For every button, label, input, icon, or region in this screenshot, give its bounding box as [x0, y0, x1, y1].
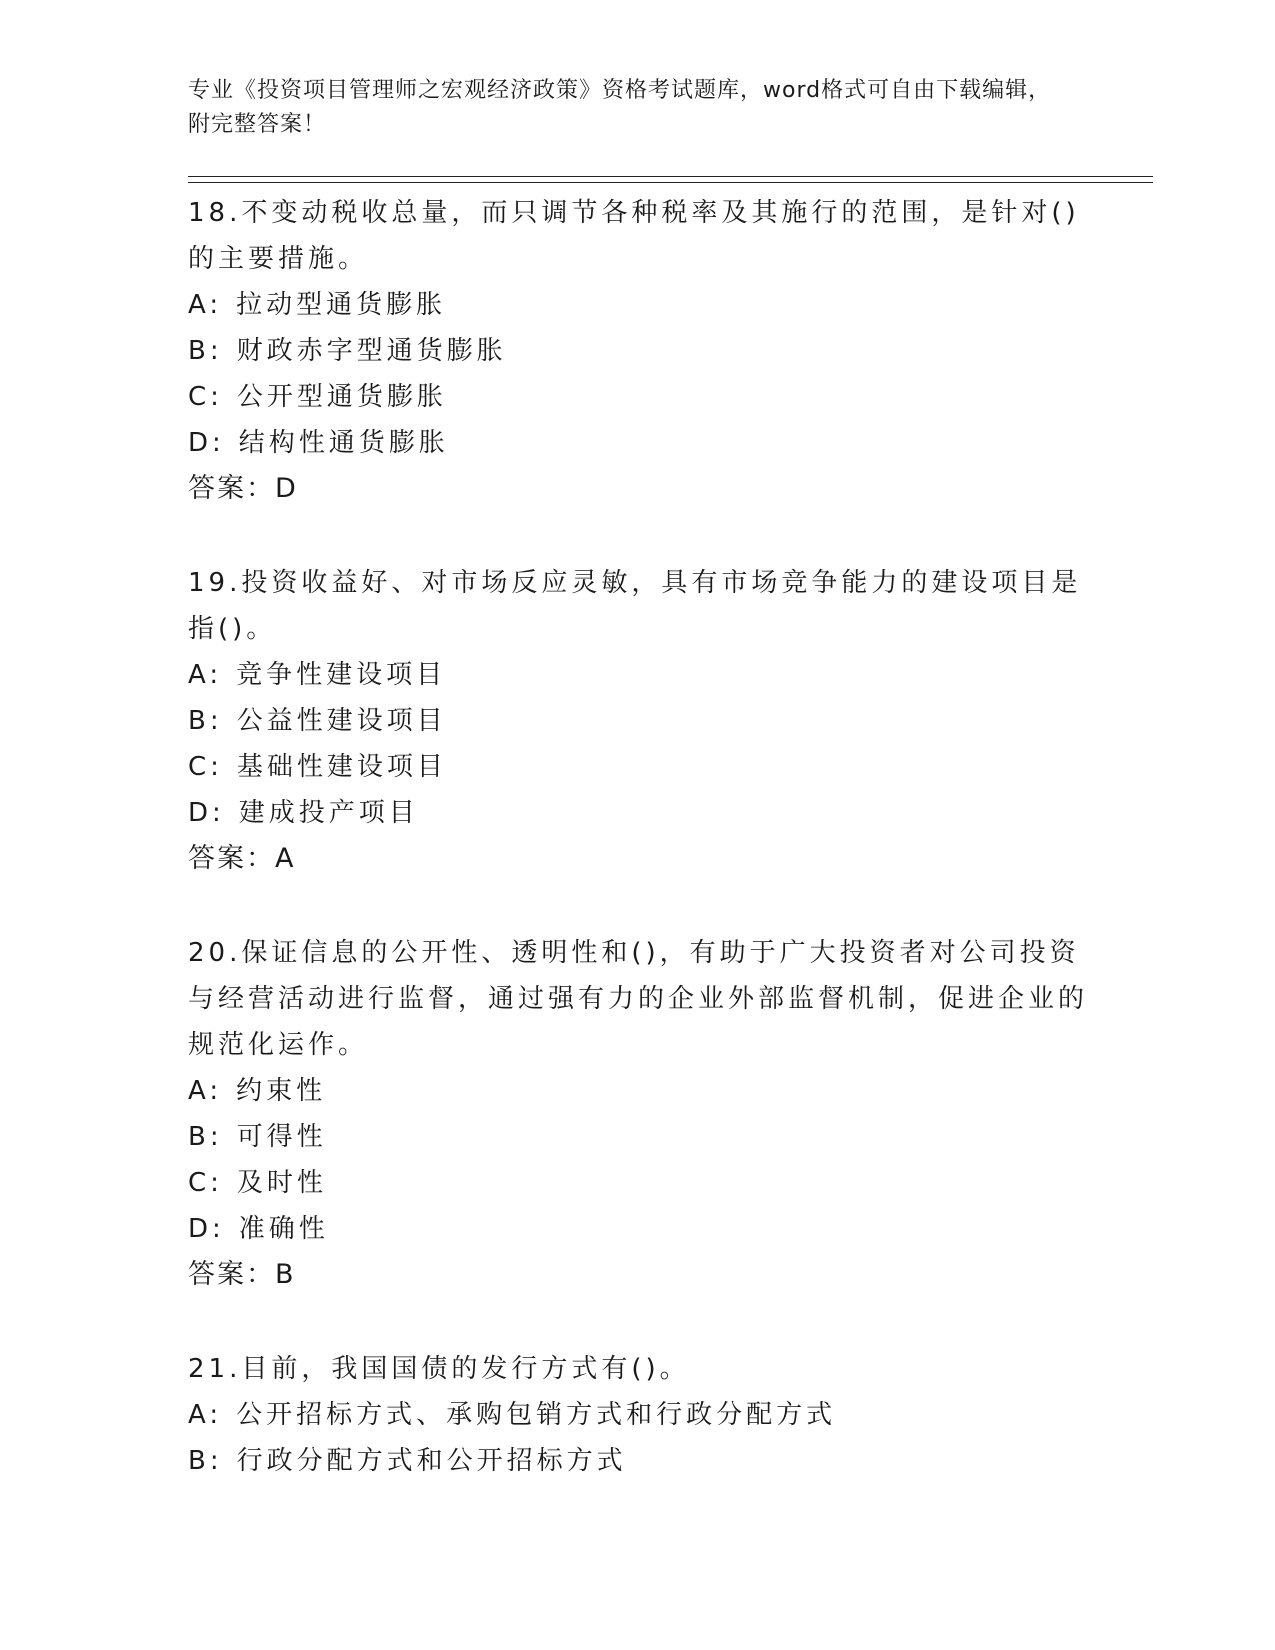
option-label: B:	[188, 706, 223, 736]
option-b	[188, 1114, 1088, 1160]
question-stem: 18.不变动税收总量，而只调节各种税率及其施行的范围，是针对()的主要措施。	[188, 198, 1080, 274]
option-d	[188, 1206, 1088, 1252]
option-a	[188, 652, 1088, 698]
option-text: 公开型通货膨胀	[236, 382, 447, 412]
question-stem: 19.投资收益好、对市场反应灵敏，具有市场竞争能力的建设项目是指()。	[188, 568, 1082, 644]
question-list	[188, 190, 1088, 1532]
question-21	[188, 1346, 1088, 1484]
option-text: 可得性	[236, 1122, 327, 1152]
option-label: D:	[188, 428, 225, 458]
answer: 答案：B	[188, 1259, 296, 1290]
option-b	[188, 1438, 1088, 1484]
option-label: D:	[188, 1214, 225, 1244]
option-label: D:	[188, 798, 225, 828]
option-b	[188, 328, 1088, 374]
option-text: 财政赤字型通货膨胀	[236, 336, 507, 366]
document-header: 专业《投资项目管理师之宏观经济政策》资格考试题库，word格式可自由下载编辑，附完整答案！	[188, 78, 1052, 137]
answer: 答案：A	[188, 843, 296, 874]
option-label: C:	[188, 1168, 223, 1198]
option-text: 行政分配方式和公开招标方式	[236, 1446, 627, 1476]
question-18	[188, 190, 1088, 512]
option-label: B:	[188, 1446, 223, 1476]
option-label: A:	[188, 290, 223, 320]
option-c	[188, 744, 1088, 790]
option-d	[188, 790, 1088, 836]
option-text: 建成投产项目	[238, 798, 419, 828]
option-b	[188, 698, 1088, 744]
option-text: 公开招标方式、承购包销方式和行政分配方式	[236, 1400, 837, 1430]
option-label: B:	[188, 336, 223, 366]
question-stem: 21.目前，我国国债的发行方式有()。	[188, 1354, 690, 1384]
option-text: 约束性	[236, 1076, 327, 1106]
option-c	[188, 1160, 1088, 1206]
question-19	[188, 560, 1088, 882]
option-text: 基础性建设项目	[236, 752, 447, 782]
option-d	[188, 420, 1088, 466]
option-text: 拉动型通货膨胀	[236, 290, 447, 320]
option-text: 及时性	[236, 1168, 327, 1198]
question-stem: 20.保证信息的公开性、透明性和()，有助于广大投资者对公司投资与经营活动进行监督，通过强有力的企业外部监督机制，促进企业的规范化运作。	[188, 938, 1089, 1060]
header-rule-top	[188, 176, 1153, 177]
option-label: A:	[188, 1400, 223, 1430]
option-label: B:	[188, 1122, 223, 1152]
option-c	[188, 374, 1088, 420]
option-label: C:	[188, 752, 223, 782]
option-a	[188, 282, 1088, 328]
option-a	[188, 1068, 1088, 1114]
option-text: 竞争性建设项目	[236, 660, 447, 690]
header-rule-bottom	[188, 182, 1153, 183]
option-text: 公益性建设项目	[236, 706, 447, 736]
option-text: 结构性通货膨胀	[238, 428, 449, 458]
option-label: C:	[188, 382, 223, 412]
option-text: 准确性	[238, 1214, 329, 1244]
question-20	[188, 930, 1088, 1298]
option-label: A:	[188, 1076, 223, 1106]
option-label: A:	[188, 660, 223, 690]
option-a	[188, 1392, 1088, 1438]
answer: 答案：D	[188, 473, 298, 504]
